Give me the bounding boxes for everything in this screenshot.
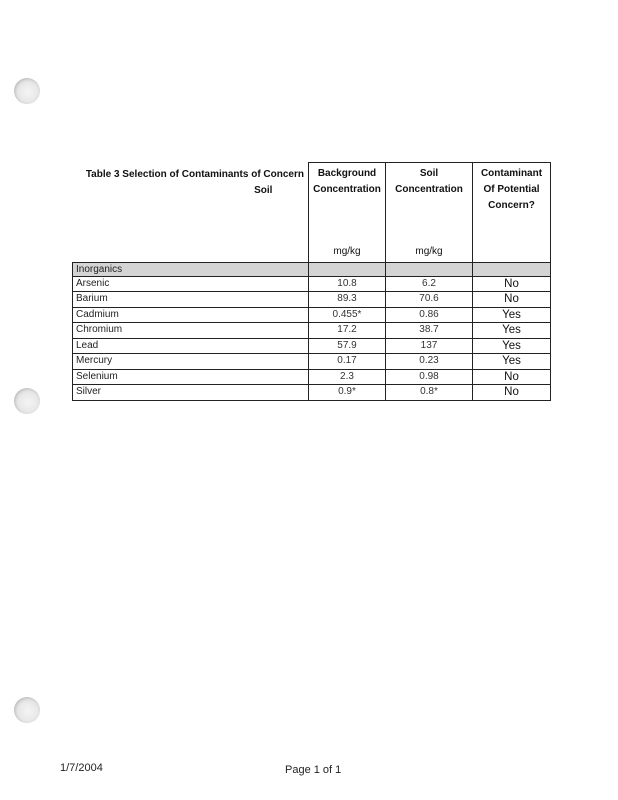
row-coc: No — [473, 385, 551, 401]
header-background — [309, 163, 386, 263]
row-name: Chromium — [73, 323, 309, 339]
header-coc-label: Contaminant Of Potential Concern? — [480, 168, 543, 211]
table-row — [73, 292, 551, 308]
table-row — [73, 354, 551, 370]
table-row — [73, 323, 551, 339]
section-cell — [473, 262, 551, 276]
table-row — [73, 276, 551, 292]
table-row — [73, 369, 551, 385]
section-cell — [309, 262, 386, 276]
table-row — [73, 385, 551, 401]
row-soil: 137 — [386, 338, 473, 354]
section-row — [73, 262, 551, 276]
row-soil: 0.8* — [386, 385, 473, 401]
punch-hole-decoration — [14, 78, 40, 104]
row-coc: No — [473, 276, 551, 292]
row-coc: Yes — [473, 307, 551, 323]
footer-page-number: Page 1 of 1 — [285, 764, 342, 776]
row-name: Cadmium — [73, 307, 309, 323]
row-name: Mercury — [73, 354, 309, 370]
row-name: Lead — [73, 338, 309, 354]
row-background: 0.17 — [309, 354, 386, 370]
header-background-label: Background Concentration — [313, 168, 381, 195]
row-background: 2.3 — [309, 369, 386, 385]
row-name: Barium — [73, 292, 309, 308]
row-soil: 70.6 — [386, 292, 473, 308]
row-soil: 0.86 — [386, 307, 473, 323]
punch-hole-decoration — [14, 388, 40, 414]
row-coc: Yes — [473, 338, 551, 354]
row-soil: 0.98 — [386, 369, 473, 385]
header-soil-label: Soil Concentration — [395, 168, 463, 195]
table-title — [73, 163, 309, 263]
section-label: Inorganics — [73, 262, 309, 276]
row-coc: No — [473, 292, 551, 308]
section-cell — [386, 262, 473, 276]
row-background: 17.2 — [309, 323, 386, 339]
table-row — [73, 338, 551, 354]
row-background: 10.8 — [309, 276, 386, 292]
table-header-row — [73, 163, 551, 263]
footer-date: 1/7/2004 — [60, 762, 103, 774]
row-name: Arsenic — [73, 276, 309, 292]
row-soil: 0.23 — [386, 354, 473, 370]
unit-background: mg/kg — [333, 245, 361, 257]
punch-hole-decoration — [14, 697, 40, 723]
row-soil: 6.2 — [386, 276, 473, 292]
unit-soil: mg/kg — [415, 245, 443, 257]
row-soil: 38.7 — [386, 323, 473, 339]
row-coc: Yes — [473, 323, 551, 339]
row-background: 0.455* — [309, 307, 386, 323]
row-coc: No — [473, 369, 551, 385]
table-title-line1: Table 3 Selection of Contaminants of Concern — [85, 168, 304, 180]
table-row — [73, 307, 551, 323]
row-name: Selenium — [73, 369, 309, 385]
row-background: 0.9* — [309, 385, 386, 401]
row-name: Silver — [73, 385, 309, 401]
header-coc — [473, 163, 551, 263]
table-title-line2: Soil — [254, 184, 273, 196]
row-background: 89.3 — [309, 292, 386, 308]
row-coc: Yes — [473, 354, 551, 370]
row-background: 57.9 — [309, 338, 386, 354]
contaminants-table — [72, 162, 551, 401]
header-soil — [386, 163, 473, 263]
